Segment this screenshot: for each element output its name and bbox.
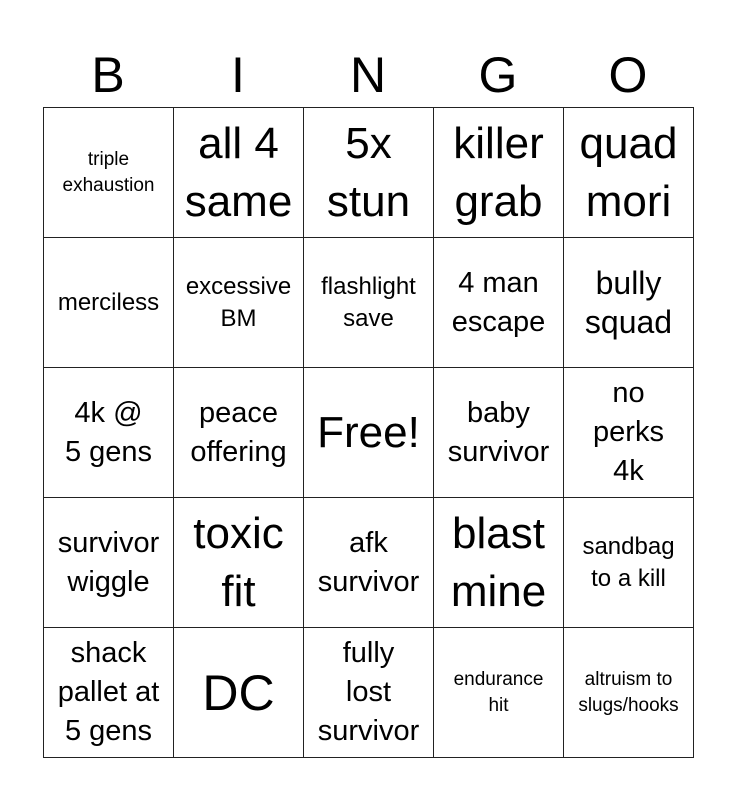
cell-label: 4k @ 5 gens <box>64 396 153 468</box>
cell-label: afk survivor <box>317 526 420 598</box>
cell-label: triple exhaustion <box>62 148 155 196</box>
bingo-cell-triple-exhaustion[interactable] <box>44 108 174 238</box>
cell-label: excessive BM <box>185 272 292 332</box>
bingo-cell-4-man-escape[interactable] <box>434 238 564 368</box>
bingo-header <box>43 44 693 106</box>
cell-label: peace offering <box>190 396 287 468</box>
cell-label: merciless <box>57 288 160 316</box>
header-letter-b: B <box>91 47 125 103</box>
bingo-cell-shack-pallet[interactable] <box>44 628 174 758</box>
bingo-cell-peace-offering[interactable] <box>174 368 304 498</box>
bingo-cell-5x-stun[interactable] <box>304 108 434 238</box>
bingo-cell-quad-mori[interactable] <box>564 108 694 238</box>
cell-label: survivor wiggle <box>57 526 160 598</box>
cell-label: 4 man escape <box>451 266 546 338</box>
bingo-cell-no-perks-4k[interactable] <box>564 368 694 498</box>
header-letter-n: N <box>349 47 387 103</box>
cell-label: baby survivor <box>447 396 550 468</box>
cell-label: all 4 same <box>184 118 293 226</box>
bingo-cell-flashlight-save[interactable] <box>304 238 434 368</box>
bingo-cell-sandbag-to-a-kill[interactable] <box>564 498 694 628</box>
cell-label: bully squad <box>584 264 673 340</box>
bingo-cell-dc[interactable] <box>174 628 304 758</box>
cell-label: Free! <box>317 407 420 457</box>
cell-label: fully lost survivor <box>317 637 420 747</box>
cell-label: sandbag to a kill <box>582 532 675 592</box>
cell-label: blast mine <box>450 508 547 616</box>
bingo-cell-bully-squad[interactable] <box>564 238 694 368</box>
cell-label: endurance hit <box>453 668 544 716</box>
cell-label: killer grab <box>453 118 544 226</box>
bingo-cell-endurance-hit[interactable] <box>434 628 564 758</box>
bingo-cell-4k-at-5-gens[interactable] <box>44 368 174 498</box>
cell-label: DC <box>202 664 275 721</box>
cell-label: shack pallet at 5 gens <box>57 637 160 747</box>
bingo-cell-altruism[interactable] <box>564 628 694 758</box>
header-letter-o: O <box>608 47 648 103</box>
bingo-cell-free-space[interactable] <box>304 368 434 498</box>
header-letter-i: I <box>231 47 245 103</box>
bingo-board <box>43 107 694 758</box>
bingo-cell-afk-survivor[interactable] <box>304 498 434 628</box>
bingo-cell-merciless[interactable] <box>44 238 174 368</box>
bingo-cell-baby-survivor[interactable] <box>434 368 564 498</box>
cell-label: flashlight save <box>321 272 416 332</box>
cell-label: quad mori <box>579 118 678 226</box>
bingo-cell-fully-lost-survivor[interactable] <box>304 628 434 758</box>
header-letter-g: G <box>478 47 518 103</box>
bingo-cell-excessive-bm[interactable] <box>174 238 304 368</box>
cell-label: altruism to slugs/hooks <box>578 668 679 716</box>
bingo-cell-killer-grab[interactable] <box>434 108 564 238</box>
cell-label: no perks 4k <box>593 377 664 487</box>
cell-label: toxic fit <box>193 508 284 616</box>
bingo-cell-all-4-same[interactable] <box>174 108 304 238</box>
bingo-cell-toxic-fit[interactable] <box>174 498 304 628</box>
bingo-cell-survivor-wiggle[interactable] <box>44 498 174 628</box>
cell-label: 5x stun <box>326 118 411 226</box>
bingo-cell-blast-mine[interactable] <box>434 498 564 628</box>
